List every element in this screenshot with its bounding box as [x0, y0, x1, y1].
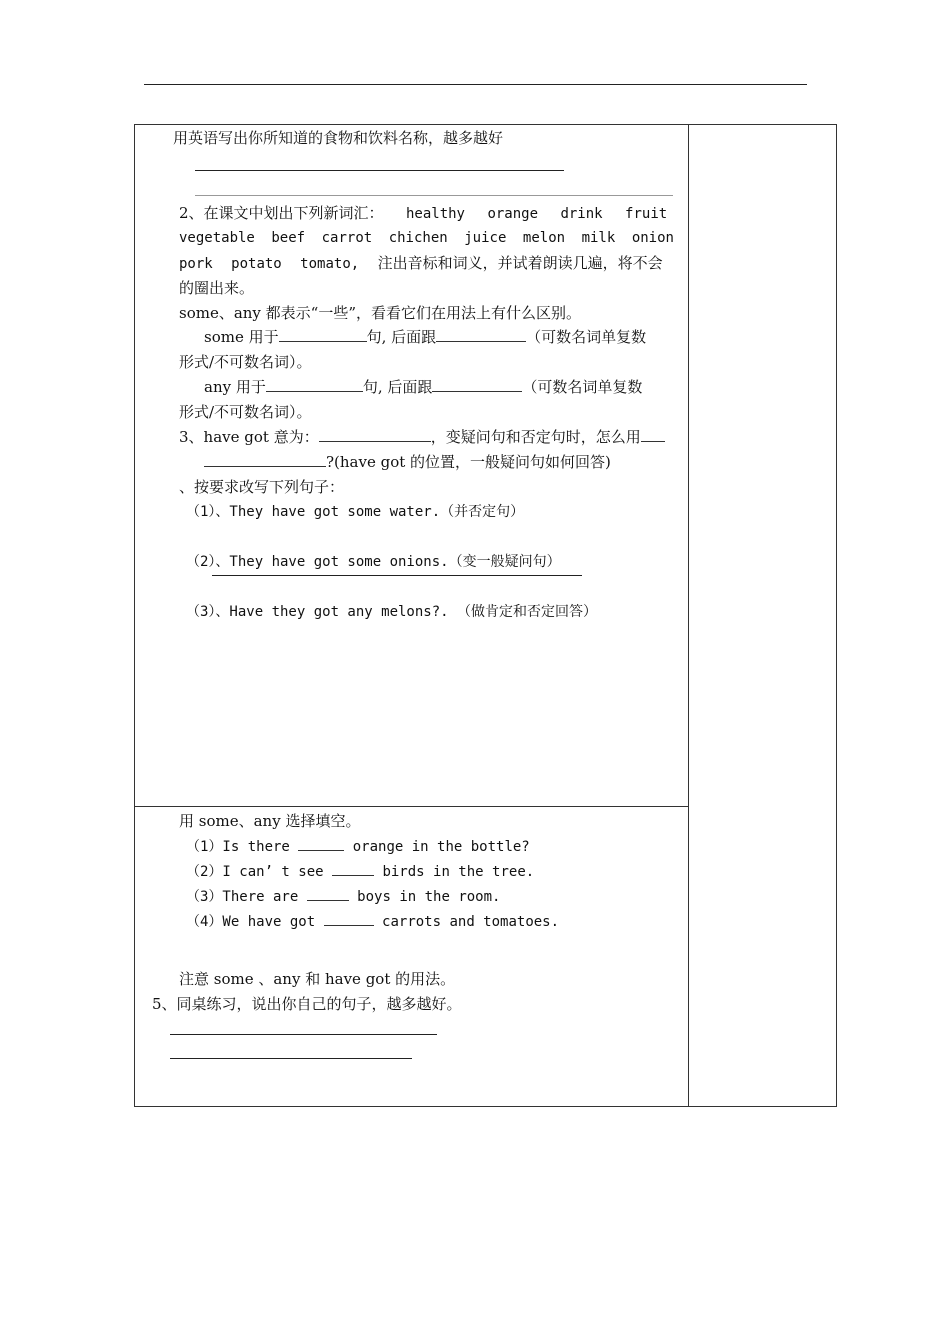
q1-b: orange in the bottle?	[352, 839, 530, 855]
vocab-word: healthy	[405, 206, 465, 222]
exercise-2: （2）、They have got some onions.（变一般疑问句）	[186, 554, 561, 570]
item2-line2	[179, 228, 674, 248]
vocab-word: drink	[560, 206, 603, 222]
some-usage-a: some 用于	[204, 328, 279, 346]
header-rule	[144, 84, 807, 85]
vocab-word: chichen	[388, 230, 448, 246]
answer-line	[170, 1034, 437, 1035]
any-usage	[204, 377, 642, 397]
vocab-word: beef	[271, 230, 306, 246]
q4-a: （4）We have got	[186, 914, 316, 930]
exercise-3: （3）、Have they got any melons?. （做肯定和否定回答）	[186, 604, 598, 620]
item3-c: ?(have got 的位置，一般疑问句如何回答)	[326, 453, 611, 471]
vocab-word: orange	[487, 206, 539, 222]
item2-line4: 的圈出来。	[179, 279, 255, 297]
item5-prompt: 5、同桌练习，说出你自己的句子，越多越好。	[152, 995, 462, 1013]
vocab-word: tomato,	[300, 256, 360, 272]
vocab-word: melon	[522, 230, 566, 246]
fill-blank[interactable]	[319, 427, 431, 442]
fill-blank[interactable]	[307, 886, 349, 901]
some-any-intro: some、any 都表示“一些”，看看它们在用法上有什么区别。	[179, 304, 582, 322]
rewrite-title: 、按要求改写下列句子：	[179, 478, 345, 496]
q2-a: （2）I can’ t see	[186, 864, 324, 880]
item3-a: 3、have got 意为：	[179, 428, 319, 446]
item3-line1	[179, 427, 665, 447]
item2-instruction: 注出音标和词义，并试着朗读几遍，将不会	[377, 254, 663, 272]
vocab-word: potato	[231, 256, 282, 272]
item2-line1	[179, 203, 667, 224]
q2-b: birds in the tree.	[382, 864, 535, 880]
fill-blank[interactable]	[204, 452, 326, 467]
fill-blank[interactable]	[279, 327, 367, 342]
fill-blank[interactable]	[436, 327, 526, 342]
fill-blank[interactable]	[324, 911, 374, 926]
q4-b: carrots and tomatoes.	[382, 914, 560, 930]
some-usage	[204, 327, 646, 347]
fill-blank[interactable]	[432, 377, 522, 392]
exercise-1: （1）、They have got some water.（并否定句）	[186, 504, 525, 520]
vocab-word: onion	[631, 230, 674, 246]
fill-blank[interactable]	[332, 861, 374, 876]
answer-line	[195, 170, 564, 171]
usage-note: 注意 some 、any 和 have got 的用法。	[179, 970, 456, 988]
vocab-word: carrot	[321, 230, 373, 246]
item2-label: 2、在课文中划出下列新词汇：	[179, 204, 384, 222]
form-note: 形式/不可数名词）。	[179, 403, 312, 421]
section2-title: 用 some、any 选择填空。	[179, 812, 361, 830]
vocab-word: pork	[179, 256, 213, 272]
some-usage-c: （可数名词单复数	[526, 328, 647, 346]
food-drink-prompt: 用英语写出你所知道的食物和饮料名称，越多越好	[173, 129, 504, 147]
fill-question-2	[186, 861, 534, 882]
vocab-word: fruit	[625, 206, 668, 222]
form-note: 形式/不可数名词）。	[179, 353, 312, 371]
fill-question-4	[186, 911, 559, 932]
vocab-word: juice	[464, 230, 507, 246]
item3-line2	[204, 452, 611, 472]
answer-line	[170, 1058, 412, 1059]
item2-line3	[179, 253, 663, 274]
answer-line	[212, 575, 582, 576]
fill-question-3	[186, 886, 500, 907]
fill-question-1	[186, 836, 530, 857]
vocab-word: milk	[581, 230, 616, 246]
fill-blank[interactable]	[641, 427, 665, 442]
notes-column-divider	[688, 124, 689, 1107]
fill-blank[interactable]	[298, 836, 344, 851]
any-usage-a: any 用于	[204, 378, 266, 396]
item3-b: ，变疑问句和否定句时，怎么用	[430, 428, 641, 446]
any-usage-c: （可数名词单复数	[522, 378, 643, 396]
any-usage-b: 句, 后面跟	[362, 378, 433, 396]
some-usage-b: 句, 后面跟	[366, 328, 437, 346]
q3-a: （3）There are	[186, 889, 299, 905]
vocab-word: vegetable	[179, 230, 255, 246]
q3-b: boys in the room.	[357, 889, 501, 905]
q1-a: （1）Is there	[186, 839, 290, 855]
section-divider	[134, 806, 689, 807]
fill-blank[interactable]	[266, 377, 363, 392]
answer-line	[195, 195, 673, 196]
